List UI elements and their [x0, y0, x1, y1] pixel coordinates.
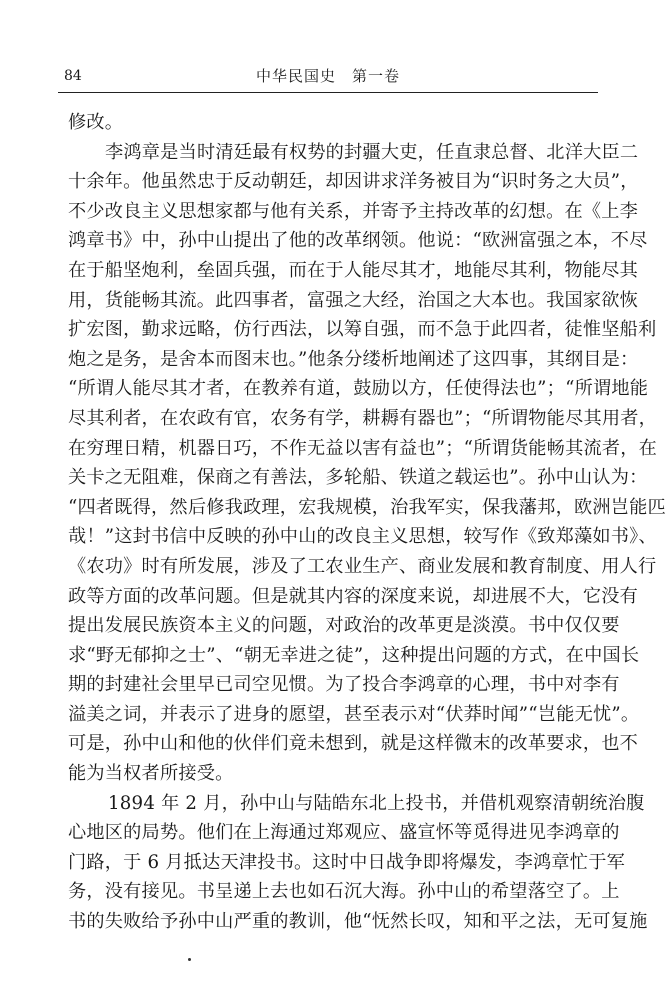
- text-line: 在于船坚炮利，垒固兵强，而在于人能尽其才，地能尽其利，物能尽其: [68, 259, 639, 281]
- text-line: 炮之是务，是舍本而图末也。”他条分缕析地阐述了这四事，其纲目是：: [68, 348, 639, 370]
- page-header: [58, 66, 598, 88]
- text-line: 用，货能畅其流。此四事者，富强之大经，治国之大本也。我国家欲恢: [68, 289, 639, 311]
- text-line: 关卡之无阻难，保商之有善法，多轮船、铁道之载运也”。孙中山认为：: [68, 467, 648, 489]
- header-rule: [58, 92, 598, 93]
- text-line: 溢美之词，并表示了进身的愿望，甚至表示对“伏莽时闻”“岂能无忧”。: [68, 703, 640, 725]
- text-line: 不少改良主义思想家都与他有关系，并寄予主持改革的幻想。在《上李: [68, 200, 639, 222]
- text-line: 哉！”这封书信中反映的孙中山的改良主义思想，较写作《致郑藻如书》、: [68, 526, 657, 548]
- text-line: 鸿章书》中，孙中山提出了他的改革纲领。他说：“欧洲富强之本，不尽: [68, 230, 648, 252]
- text-line: 期的封建社会里早已司空见惯。为了投合李鸿章的心理，书中对李有: [68, 674, 620, 696]
- text-line: 能为当权者所接受。: [68, 763, 234, 785]
- text-line: 务，没有接见。书呈递上去也如石沉大海。孙中山的希望落空了。上: [68, 881, 620, 903]
- print-speck: [188, 958, 191, 961]
- text-line: 扩宏图，勤求远略，仿行西法，以筹自强，而不急于此四者，徒惟坚船利: [68, 319, 657, 341]
- text-line: 修改。: [68, 112, 124, 133]
- text-line: 书的失败给予孙中山严重的教训，他“怃然长叹，知和平之法，无可复施: [68, 911, 648, 933]
- running-title: 中华民国史 第一卷: [255, 67, 400, 85]
- text-line: 在穷理日精，机器日巧，不作无益以害有益也”；“所谓货能畅其流者，在: [68, 437, 658, 459]
- text-line: 门路，于 6 月抵达天津投书。这时中日战争即将爆发，李鸿章忙于军: [68, 851, 625, 873]
- text-line: 求“野无郁抑之士”、“朝无幸进之徒”，这种提出问题的方式，在中国长: [68, 644, 640, 666]
- text-line: “四者既得，然后修我政理，宏我规模，治我军实，保我藩邦，欧洲岂能匹: [68, 496, 666, 518]
- text-line: “所谓人能尽其才者，在教养有道，鼓励以方，任使得法也”；“所谓地能: [68, 378, 649, 400]
- text-line: 尽其利者，在农政有官，农务有学，耕耨有器也”；“所谓物能尽其用者，: [68, 407, 658, 429]
- text-line: 提出发展民族资本主义的问题，对政治的改革更是淡漠。书中仅仅要: [68, 615, 620, 637]
- text-line: 《农功》时有所发展，涉及了工农业生产、商业发展和教育制度、用人行: [68, 555, 657, 577]
- body-text: [68, 108, 666, 937]
- page-number: 84: [64, 68, 82, 84]
- text-line: 李鸿章是当时清廷最有权势的封疆大吏，任直隶总督、北洋大臣二: [105, 141, 639, 163]
- text-line: 政等方面的改革问题。但是就其内容的深度来说，却进展不大，它没有: [68, 585, 639, 607]
- text-line: 心地区的局势。他们在上海通过郑观应、盛宣怀等觅得进见李鸿章的: [68, 822, 620, 844]
- text-line: 十余年。他虽然忠于反动朝廷，却因讲求洋务被目为“识时务之大员”，: [68, 171, 639, 193]
- text-line: 可是，孙中山和他的伙伴们竟未想到，就是这样微末的改革要求，也不: [68, 733, 639, 755]
- text-line: 1894 年 2 月，孙中山与陆皓东北上投书，并借机观察清朝统治腹: [108, 792, 645, 814]
